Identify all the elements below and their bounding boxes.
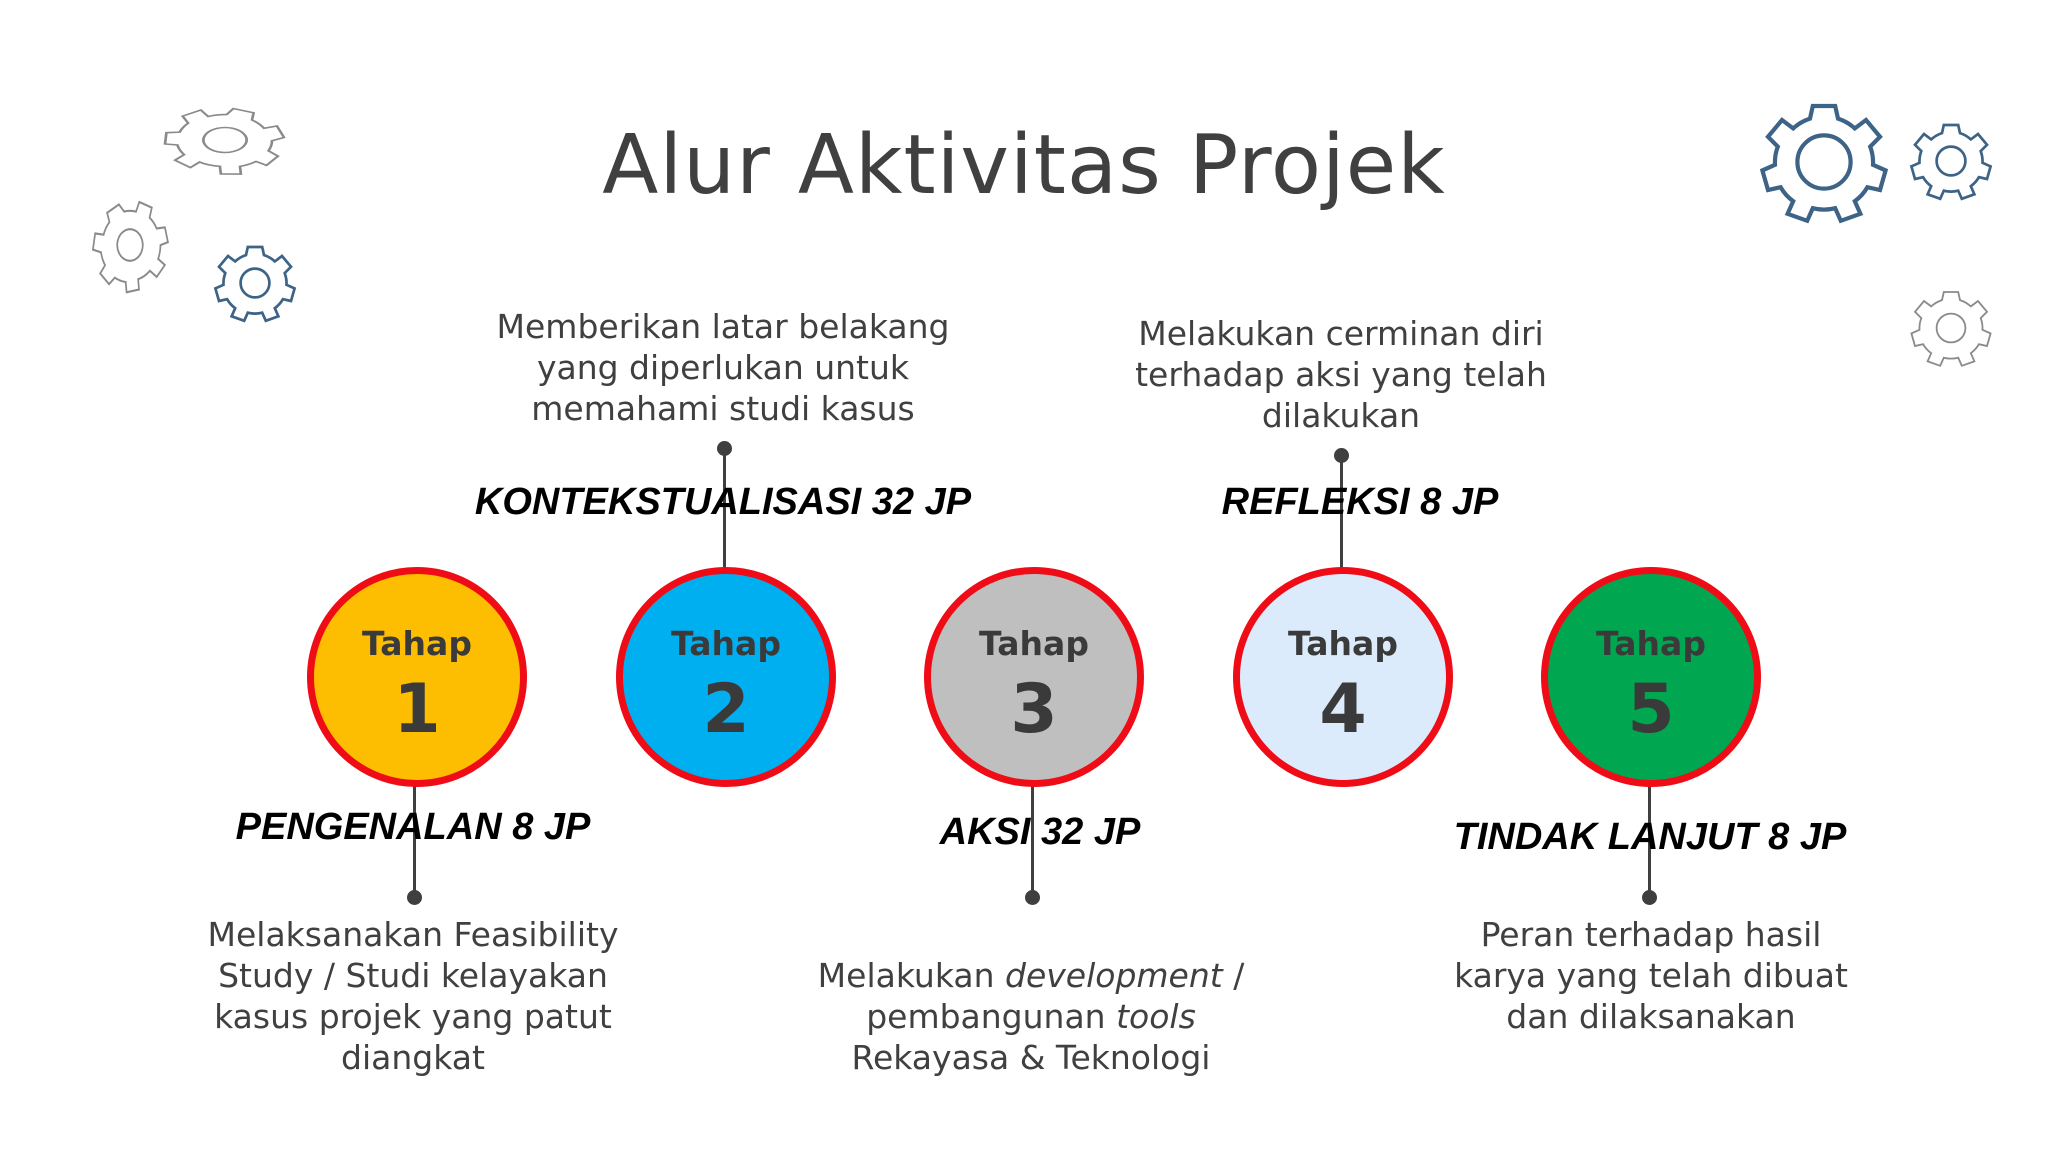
stage-circle-1 <box>307 567 527 787</box>
stage-circle-4 <box>1233 567 1453 787</box>
desc-text: Melakukan <box>817 956 1006 995</box>
gear-icon <box>1760 98 1888 226</box>
stage-number: 4 <box>1319 670 1367 749</box>
desc-text: Rekayasa & Teknologi <box>851 1038 1211 1077</box>
stage-label-1: PENGENALAN 8 JP <box>235 806 591 848</box>
connector-dot <box>1025 890 1040 905</box>
connector-dot <box>1642 890 1657 905</box>
stage-tahap-label: Tahap <box>671 624 781 663</box>
stage-description-2: Memberikan latar belakang yang diperlukan untuk memahami studi kasus <box>496 307 950 428</box>
stage-tahap-label: Tahap <box>1288 624 1398 663</box>
stage-tahap-label: Tahap <box>1596 624 1706 663</box>
desc-text: / <box>1222 956 1245 995</box>
connector-dot <box>717 441 732 456</box>
gear-icon <box>1908 118 1994 204</box>
gear-icon <box>1908 285 1994 371</box>
stage-label-3: AKSI 32 JP <box>939 811 1141 853</box>
desc-emphasis: tools <box>1116 997 1196 1036</box>
stage-label-5: TINDAK LANJUT 8 JP <box>1453 816 1847 858</box>
stage-number: 5 <box>1627 670 1675 749</box>
stage-tahap-label: Tahap <box>362 624 472 663</box>
stage-circle-5 <box>1541 567 1761 787</box>
stage-label-2: KONTEKSTUALISASI 32 JP <box>474 481 972 523</box>
connector-dot <box>407 890 422 905</box>
desc-emphasis: development <box>1005 956 1223 995</box>
gear-icon <box>212 240 298 326</box>
stage-number: 3 <box>1010 670 1058 749</box>
gear-icon <box>85 195 175 295</box>
slide-title: Alur Aktivitas Projek <box>602 118 1446 213</box>
stage-description-5: Peran terhadap hasil karya yang telah dibuat dan dilaksanakan <box>1454 915 1848 1036</box>
stage-description-1: Melaksanakan Feasibility Study / Studi kelayakan kasus projek yang patut diangkat <box>207 915 619 1077</box>
stage-tahap-label: Tahap <box>979 624 1089 663</box>
stage-description-4: Melakukan cerminan diri terhadap aksi yang telah dilakukan <box>1135 314 1547 435</box>
stage-description-3 <box>781 914 1281 1078</box>
stage-circle-2 <box>616 567 836 787</box>
stage-circle-3 <box>924 567 1144 787</box>
gear-icon <box>140 80 310 200</box>
stage-number: 1 <box>393 670 441 749</box>
stage-label-4: REFLEKSI 8 JP <box>1221 481 1499 523</box>
desc-text: pembangunan <box>866 997 1117 1036</box>
connector-dot <box>1334 448 1349 463</box>
stage-number: 2 <box>702 670 750 749</box>
